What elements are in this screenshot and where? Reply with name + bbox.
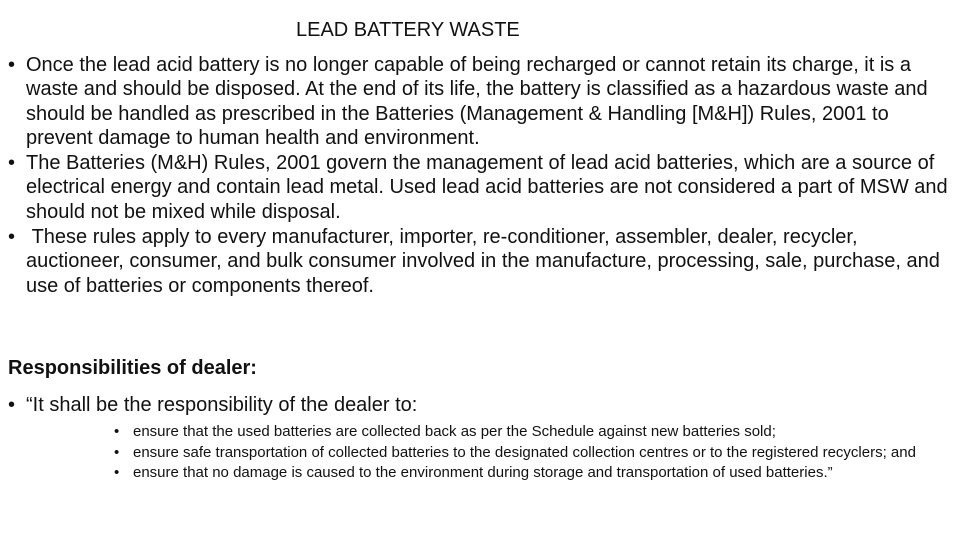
bullet-icon: • — [114, 443, 120, 461]
section-heading: Responsibilities of dealer: — [8, 357, 257, 379]
main-bullet-list — [8, 53, 952, 299]
bullet-icon: • — [8, 54, 16, 76]
bullet-icon: • — [8, 394, 16, 416]
sub-list-item — [114, 463, 934, 484]
section-lead-item — [8, 393, 417, 417]
bullet-icon: • — [8, 226, 16, 249]
list-item-text: Once the lead acid battery is no longer capable of being recharged or cannot retain its charge, it is a waste and should be disposed. At the end of its life, the battery is classified as a hazardous waste and should be handled as prescribed in the Batteries (Management & Handling [M&H]) Rules, 2001 to prevent damage to human health and environment. — [26, 54, 928, 149]
sub-list-item-text: ensure that the used batteries are collected back as per the Schedule against new batteries sold; — [133, 423, 776, 440]
list-item — [8, 53, 952, 150]
sub-list-item — [114, 443, 934, 464]
section-lead-text: “It shall be the responsibility of the dealer to: — [26, 394, 418, 416]
list-item-text: The Batteries (M&H) Rules, 2001 govern the management of lead acid batteries, which are a source of electrical energy and contain lead metal. Used lead acid batteries are not considered a part of MSW and should not be mixed while disposal. — [26, 152, 948, 223]
bullet-icon: • — [114, 464, 120, 482]
bullet-icon: • — [114, 423, 120, 440]
list-item — [8, 225, 952, 298]
bullet-icon: • — [8, 152, 16, 175]
list-item-text: These rules apply to every manufacturer, importer, re-conditioner, assembler, dealer, recycler, auctioneer, consumer, and bulk consumer involved in the manufacture, processing, sale, purchase, and use of batteries or components thereof. — [26, 226, 946, 297]
sub-bullet-list — [114, 422, 934, 484]
list-item — [8, 151, 952, 224]
slide-title: LEAD BATTERY WASTE — [296, 19, 520, 41]
sub-list-item-text: ensure safe transportation of collected batteries to the designated collection centres or to the registered recyclers; and — [133, 443, 916, 461]
sub-list-item-text: ensure that no damage is caused to the environment during storage and transportation of used batteries.” — [133, 464, 833, 482]
sub-list-item — [114, 422, 934, 443]
